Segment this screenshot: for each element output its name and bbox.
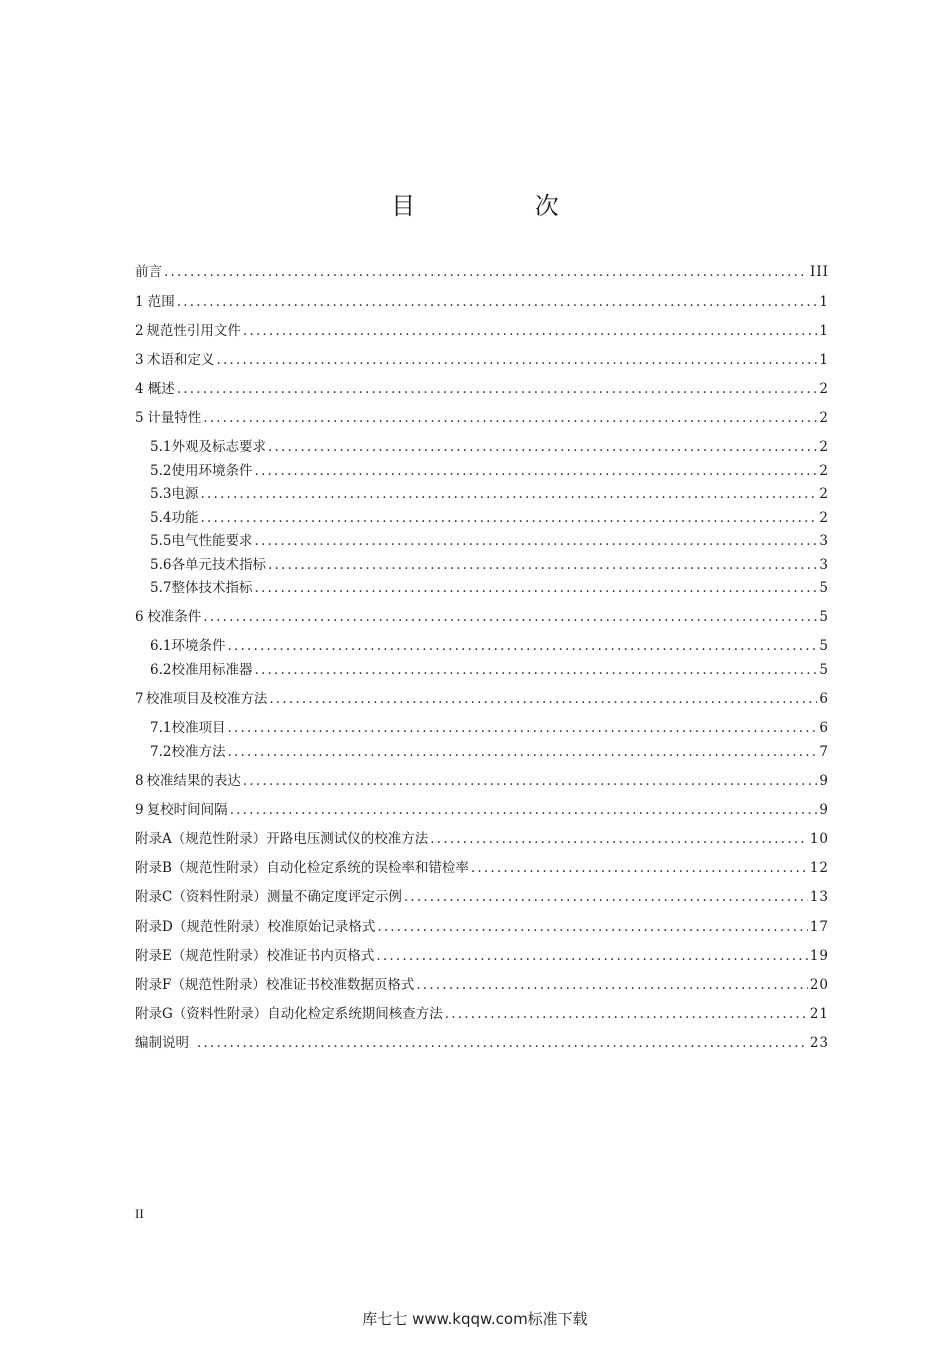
toc-entry-page: 9: [819, 802, 829, 818]
leader-dots: [243, 770, 817, 792]
toc-entry-page: 20: [809, 977, 829, 993]
toc-entry-page: 3: [819, 557, 829, 573]
toc-entry-title: 测量不确定度评定示例: [266, 889, 402, 905]
toc-entry-title: 概述: [147, 381, 175, 397]
toc-entry-page: 2: [819, 381, 829, 397]
toc-entry-title: 校准证书内页格式: [266, 948, 375, 964]
toc-entry-number: 3: [135, 352, 144, 368]
toc-entry-title: 自动化检定系统期间核查方法: [267, 1006, 443, 1022]
toc-entry-page: 2: [819, 463, 829, 479]
leader-dots: [227, 741, 817, 763]
toc-entry-title: 规范性引用文件: [146, 323, 241, 339]
toc-entry-number: 5.7: [150, 580, 172, 596]
toc-entry-page: 5: [819, 638, 829, 654]
toc-entry-title: 外观及标志要求: [171, 439, 266, 455]
toc-entry-page: 1: [819, 294, 829, 310]
toc-entry-title: 开路电压测试仪的校准方法: [266, 831, 429, 847]
toc-entry-page: 5: [819, 580, 829, 596]
toc-entry-title: 校准结果的表达: [146, 773, 241, 789]
toc-entry-page: 10: [809, 831, 829, 847]
toc-entry-number: 2: [135, 323, 144, 339]
toc-entry-number: 9: [135, 802, 144, 818]
toc-entry-number: 5.3: [150, 486, 172, 502]
toc-entry[interactable]: [135, 320, 829, 342]
toc-subentry[interactable]: [150, 483, 829, 505]
leader-dots: [164, 261, 808, 283]
toc-appendix-label: 附录C（资料性附录）: [135, 889, 267, 905]
toc-entry-title: 功能: [171, 510, 199, 526]
toc-entry-number: 6.1: [150, 638, 172, 654]
toc-appendix-label: 附录D（规范性附录）: [135, 919, 268, 935]
toc-entry[interactable]: [135, 378, 829, 400]
toc-entry-page: 2: [819, 510, 829, 526]
toc-appendix-label: 附录F（规范性附录）: [135, 977, 266, 993]
toc-subentry[interactable]: [150, 460, 829, 482]
toc-entry-page: 9: [819, 773, 829, 789]
leader-dots: [254, 577, 817, 599]
leader-dots: [471, 857, 808, 879]
toc-entry-page: 2: [819, 486, 829, 502]
toc-appendix-label: 附录A（规范性附录）: [135, 831, 267, 847]
leader-dots: [268, 554, 817, 576]
leader-dots: [254, 659, 817, 681]
leader-dots: [254, 530, 817, 552]
toc-entry-page: 12: [809, 860, 829, 876]
toc-entry-page: III: [810, 264, 829, 280]
toc-entry-title: 校准项目: [171, 720, 226, 736]
toc-entry-page: 5: [819, 662, 829, 678]
leader-dots: [430, 828, 808, 850]
toc-entry-page: 21: [809, 1006, 829, 1022]
toc-entry-title: 术语和定义: [146, 352, 215, 368]
leader-dots: [269, 688, 817, 710]
toc-entry[interactable]: [135, 1032, 829, 1054]
toc-entry[interactable]: [135, 688, 829, 710]
toc-appendix[interactable]: [135, 916, 829, 938]
toc-entry-number: 1: [135, 294, 144, 310]
toc-entry[interactable]: [135, 291, 829, 313]
toc-entry-number: 4: [135, 381, 144, 397]
leader-dots: [445, 1003, 808, 1025]
toc-subentry[interactable]: [150, 635, 829, 657]
toc-entry-page: 17: [809, 919, 829, 935]
toc-entry-page: 1: [819, 352, 829, 368]
toc-entry-title: 复校时间间隔: [146, 802, 228, 818]
toc-entry-title: 环境条件: [171, 638, 226, 654]
toc-entry-page: 23: [809, 1035, 829, 1051]
toc-subentry[interactable]: [150, 717, 829, 739]
toc-entry-number: 6: [135, 609, 144, 625]
toc-entry-title: 校准方法: [171, 744, 226, 760]
toc-entry-title: 范围: [147, 294, 175, 310]
toc-appendix[interactable]: [135, 886, 829, 908]
toc-entry-title: 编制说明: [135, 1035, 189, 1051]
toc-entry-page: 2: [819, 439, 829, 455]
toc-entry-page: 19: [809, 948, 829, 964]
toc-entry-number: 7.1: [150, 720, 172, 736]
toc-entry[interactable]: [135, 261, 829, 283]
toc-appendix-label: 附录G（资料性附录）: [135, 1006, 268, 1022]
toc-entry-title: 校准用标准器: [171, 662, 253, 678]
toc-entry-title: 校准原始记录格式: [267, 919, 376, 935]
toc-entry-number: 5.2: [150, 463, 172, 479]
toc-entry-number: 5: [135, 410, 144, 426]
leader-dots: [254, 460, 817, 482]
leader-dots: [177, 378, 818, 400]
toc-subentry[interactable]: [150, 659, 829, 681]
toc-subentry[interactable]: [150, 507, 829, 529]
toc-appendix[interactable]: [135, 857, 829, 879]
toc-entry[interactable]: [135, 349, 829, 371]
leader-dots: [177, 291, 818, 313]
leader-dots: [230, 799, 818, 821]
toc-appendix[interactable]: [135, 1003, 829, 1025]
leader-dots: [416, 974, 807, 996]
leader-dots: [243, 320, 817, 342]
toc-entry-title: 校准项目及校准方法: [145, 691, 268, 707]
footer-watermark: 库七七 www.kqqw.com标准下载: [362, 1310, 588, 1328]
toc-entry-number: 6.2: [150, 662, 172, 678]
leader-dots: [200, 483, 817, 505]
toc-entry-number: 7.2: [150, 744, 172, 760]
leader-dots: [404, 886, 808, 908]
toc-entry-title: 整体技术指标: [171, 580, 253, 596]
toc-entry[interactable]: [135, 770, 829, 792]
toc-entry-title: 校准条件: [147, 609, 202, 625]
toc-entry-number: 5.1: [150, 439, 172, 455]
toc-entry-title: 各单元技术指标: [171, 557, 266, 573]
page-number: II: [135, 1206, 144, 1221]
toc-entry[interactable]: [135, 407, 829, 429]
toc-entry-page: 6: [819, 691, 829, 707]
toc-subentry[interactable]: [150, 530, 829, 552]
toc-entry-title: 电气性能要求: [171, 533, 253, 549]
toc-subentry[interactable]: [150, 741, 829, 763]
toc-entry-title: 自动化检定系统的误检率和错检率: [266, 860, 469, 876]
toc-entry-page: 13: [809, 889, 829, 905]
toc-entry-page: 1: [819, 323, 829, 339]
leader-dots: [200, 507, 817, 529]
toc-entry-title: 前言: [135, 264, 162, 280]
toc-entry-page: 7: [819, 744, 829, 760]
toc-appendix-label: 附录B（规范性附录）: [135, 860, 267, 876]
toc-entry[interactable]: [135, 799, 829, 821]
leader-dots: [203, 606, 817, 628]
toc-entry-number: 8: [135, 773, 144, 789]
toc-entry-title: 计量特性: [147, 410, 202, 426]
toc-entry-title: 电源: [171, 486, 199, 502]
toc-entry-number: 5.6: [150, 557, 172, 573]
toc-appendix[interactable]: [135, 828, 829, 850]
toc-entry-number: 7: [135, 691, 144, 707]
leader-dots: [203, 407, 817, 429]
toc-subentry[interactable]: [150, 577, 829, 599]
toc-appendix[interactable]: [135, 945, 829, 967]
toc-subentry[interactable]: [150, 554, 829, 576]
toc-entry[interactable]: [135, 606, 829, 628]
leader-dots: [197, 1032, 808, 1054]
leader-dots: [377, 916, 807, 938]
toc-entry-page: 2: [819, 410, 829, 426]
toc-entry-title: 使用环境条件: [171, 463, 253, 479]
toc-subentry[interactable]: [150, 436, 829, 458]
toc-entry-number: 5.5: [150, 533, 172, 549]
leader-dots: [216, 349, 817, 371]
toc-entry-page: 3: [819, 533, 829, 549]
toc-entry-number: 5.4: [150, 510, 172, 526]
leader-dots: [227, 635, 817, 657]
toc-entry-page: 6: [819, 720, 829, 736]
toc-entry-page: 5: [819, 609, 829, 625]
toc-appendix[interactable]: [135, 974, 829, 996]
toc-appendix-label: 附录E（规范性附录）: [135, 948, 267, 964]
leader-dots: [376, 945, 807, 967]
page-title: 目 次: [391, 192, 615, 220]
leader-dots: [268, 436, 817, 458]
leader-dots: [227, 717, 817, 739]
toc-entry-title: 校准证书校准数据页格式: [265, 977, 415, 993]
